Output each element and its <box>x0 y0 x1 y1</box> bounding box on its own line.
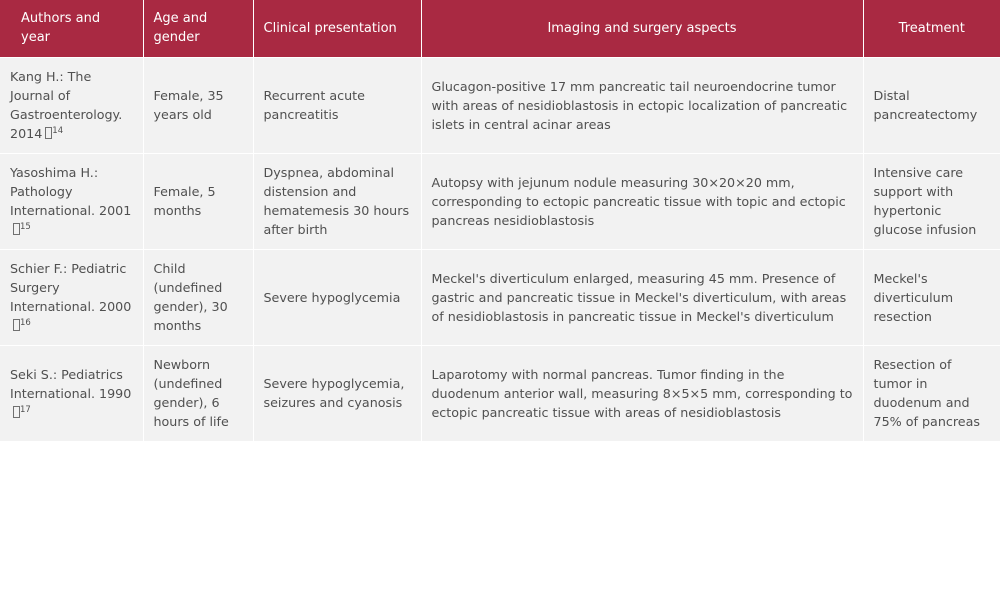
table-row <box>0 153 1000 249</box>
cell-clinical: Dyspnea, abdominal distension and hematemesis 30 hours after birth <box>253 153 421 249</box>
cell-authors <box>0 249 143 345</box>
authors-text: Schier F.: Pediatric Surgery International. 2000 <box>10 261 132 314</box>
cell-treatment: Meckel's diverticulum resection <box>863 249 1000 345</box>
cell-authors <box>0 57 143 153</box>
cell-age-gender: Female, 35 years old <box>143 57 253 153</box>
cell-age-gender: Female, 5 months <box>143 153 253 249</box>
cell-imaging: Glucagon-positive 17 mm pancreatic tail neuroendocrine tumor with areas of nesidioblastosis in ectopic localization of pancreatic islets in central acinar areas <box>421 57 863 153</box>
header-age-gender: Age and gender <box>143 0 253 57</box>
cell-clinical: Severe hypoglycemia <box>253 249 421 345</box>
table-row <box>0 57 1000 153</box>
table-row <box>0 345 1000 441</box>
header-treatment: Treatment <box>863 0 1000 57</box>
reference-link-icon[interactable] <box>13 406 20 418</box>
reference-number[interactable]: 15 <box>20 221 31 232</box>
cell-treatment: Distal pancreatectomy <box>863 57 1000 153</box>
header-authors: Authors and year <box>0 0 143 57</box>
header-row <box>0 0 1000 57</box>
reference-number[interactable]: 14 <box>52 125 64 136</box>
reference-link-icon[interactable] <box>13 223 20 235</box>
cell-imaging: Meckel's diverticulum enlarged, measuring 45 mm. Presence of gastric and pancreatic tissue in Meckel's diverticulum, with areas of nesidioblastosis in pancreatic tissue in Meckel's diverticulum <box>421 249 863 345</box>
cell-clinical: Recurrent acute pancreatitis <box>253 57 421 153</box>
header-imaging: Imaging and surgery aspects <box>421 0 863 57</box>
cell-authors <box>0 345 143 441</box>
cell-treatment: Intensive care support with hypertonic glucose infusion <box>863 153 1000 249</box>
authors-text: Yasoshima H.: Pathology International. 2001 <box>10 165 132 218</box>
authors-text: Kang H.: The Journal of Gastroenterology. 2014 <box>10 69 123 141</box>
table-row <box>0 249 1000 345</box>
cell-age-gender: Child (undefined gender), 30 months <box>143 249 253 345</box>
header-clinical: Clinical presentation <box>253 0 421 57</box>
cell-imaging: Autopsy with jejunum nodule measuring 30×20×20 mm, corresponding to ectopic pancreatic tissue with topic and ectopic pancreas nesidioblastosis <box>421 153 863 249</box>
cell-treatment: Resection of tumor in duodenum and 75% of pancreas <box>863 345 1000 441</box>
table-body <box>0 57 1000 441</box>
authors-text: Seki S.: Pediatrics International. 1990 <box>10 366 132 401</box>
reference-link-icon[interactable] <box>13 319 20 331</box>
cell-authors <box>0 153 143 249</box>
cell-imaging: Laparotomy with normal pancreas. Tumor finding in the duodenum anterior wall, measuring 8×5×5 mm, corresponding to ectopic pancreatic tissue with areas of nesidioblastosis <box>421 345 863 441</box>
table-header <box>0 0 1000 57</box>
reference-number[interactable]: 16 <box>20 317 31 328</box>
cell-clinical: Severe hypoglycemia, seizures and cyanosis <box>253 345 421 441</box>
cell-age-gender: Newborn (undefined gender), 6 hours of life <box>143 345 253 441</box>
reference-number[interactable]: 17 <box>20 404 31 415</box>
